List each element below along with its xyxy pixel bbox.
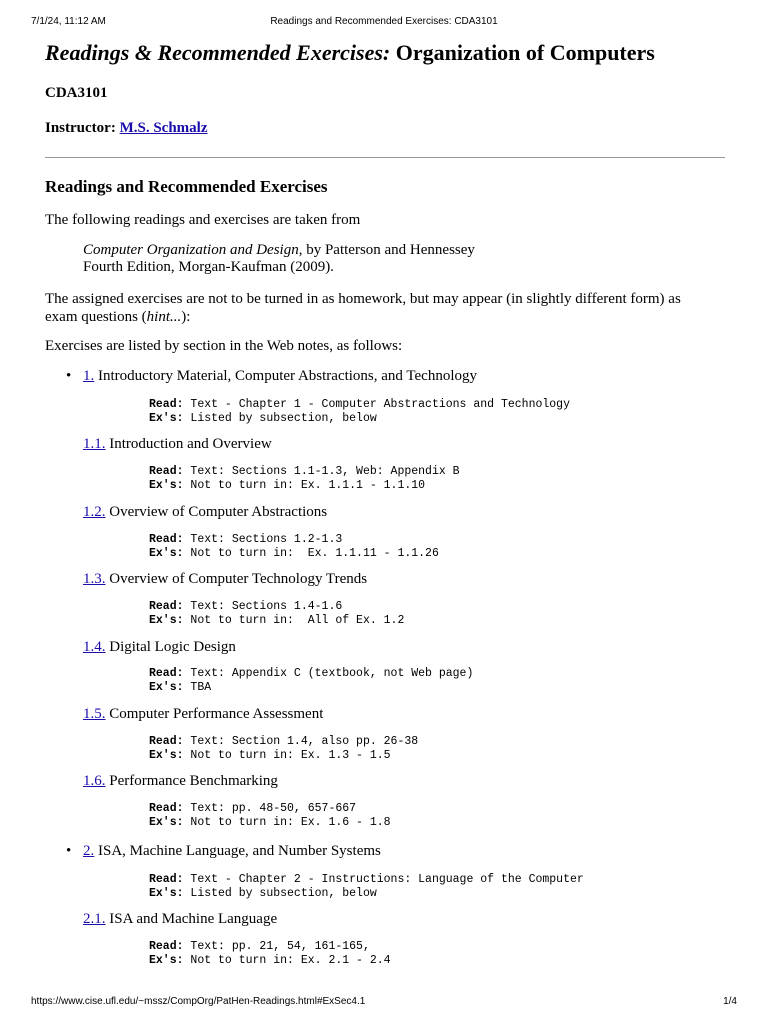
section-title: ISA and Machine Language: [109, 911, 278, 927]
section-title: Introductory Material, Computer Abstractions, and Technology: [98, 368, 478, 384]
print-url: https://www.cise.ufl.edu/~mssz/CompOrg/PatHen-Readings.html#ExSec4.1: [31, 996, 366, 1007]
section-title: Digital Logic Design: [109, 639, 236, 655]
read-label: Read:: [149, 465, 184, 478]
section-details-1-1: [149, 465, 460, 493]
read-text: Text - Chapter 1 - Computer Abstractions and Technology: [183, 398, 570, 411]
section-link-1[interactable]: 1.: [83, 368, 95, 384]
ex-label: Ex's:: [149, 412, 184, 425]
instructor-label: Instructor:: [45, 120, 116, 136]
read-label: Read:: [149, 600, 184, 613]
section-details-1-6: [149, 802, 391, 830]
section-link-1-1[interactable]: 1.1.: [83, 436, 106, 452]
print-page-counter: 1/4: [723, 996, 737, 1007]
read-text: Text: Section 1.4, also pp. 26-38: [183, 735, 419, 748]
ex-label: Ex's:: [149, 681, 184, 694]
read-label: Read:: [149, 398, 184, 411]
bullet-icon: •: [66, 368, 72, 384]
section-link-1-3[interactable]: 1.3.: [83, 571, 106, 587]
read-label: Read:: [149, 735, 184, 748]
assigned-line-2-post: ):: [181, 309, 191, 325]
section-heading: Readings and Recommended Exercises: [45, 177, 328, 196]
listed-paragraph: Exercises are listed by section in the Web notes, as follows:: [45, 338, 403, 354]
section-link-1-2[interactable]: 1.2.: [83, 504, 106, 520]
section-details-1-5: [149, 735, 418, 763]
section-details-1: [149, 398, 570, 426]
ex-text: Not to turn in: Ex. 2.1 - 2.4: [183, 954, 391, 967]
section-item-2-1: [83, 911, 277, 928]
ex-text: Listed by subsection, below: [183, 887, 377, 900]
section-item-1: [83, 368, 477, 385]
read-text: Text: Sections 1.1-1.3, Web: Appendix B: [183, 465, 460, 478]
read-label: Read:: [149, 802, 184, 815]
read-text: Text: Sections 1.4-1.6: [183, 600, 343, 613]
read-label: Read:: [149, 873, 184, 886]
print-datetime: 7/1/24, 11:12 AM: [31, 16, 106, 27]
section-title: Overview of Computer Technology Trends: [109, 571, 368, 587]
section-link-2[interactable]: 2.: [83, 843, 95, 859]
ex-text: Not to turn in: Ex. 1.1.11 - 1.1.26: [183, 547, 439, 560]
ex-text: Not to turn in: Ex. 1.6 - 1.8: [183, 816, 391, 829]
read-text: Text: Sections 1.2-1.3: [183, 533, 343, 546]
ex-text: Not to turn in: Ex. 1.3 - 1.5: [183, 749, 391, 762]
section-title: Introduction and Overview: [109, 436, 272, 452]
section-title: ISA, Machine Language, and Number Systems: [98, 843, 381, 859]
print-footer: [0, 996, 768, 1010]
intro-paragraph: The following readings and exercises are taken from: [45, 212, 361, 228]
read-label: Read:: [149, 940, 184, 953]
read-label: Read:: [149, 667, 184, 680]
instructor-line: [45, 120, 208, 137]
section-details-2-1: [149, 940, 391, 968]
read-text: Text: Appendix C (textbook, not Web page): [183, 667, 474, 680]
section-item-1-5: [83, 706, 323, 723]
book-edition: Fourth Edition, Morgan-Kaufman (2009).: [83, 259, 334, 275]
course-code: CDA3101: [45, 85, 108, 101]
ex-label: Ex's:: [149, 547, 184, 560]
ex-text: TBA: [183, 681, 212, 694]
section-link-1-6[interactable]: 1.6.: [83, 773, 106, 789]
section-link-2-1[interactable]: 2.1.: [83, 911, 106, 927]
section-item-2: [83, 843, 381, 860]
section-item-1-1: [83, 436, 272, 453]
ex-text: Listed by subsection, below: [183, 412, 377, 425]
assigned-paragraph: [45, 290, 735, 326]
print-header: [0, 16, 768, 30]
section-link-1-4[interactable]: 1.4.: [83, 639, 106, 655]
book-authors: , by Patterson and Hennessey: [298, 242, 475, 258]
bullet-icon: •: [66, 843, 72, 859]
page-title: [45, 39, 655, 67]
ex-label: Ex's:: [149, 816, 184, 829]
section-item-1-2: [83, 504, 327, 521]
read-label: Read:: [149, 533, 184, 546]
section-item-1-6: [83, 773, 278, 790]
ex-label: Ex's:: [149, 614, 184, 627]
instructor-link[interactable]: M.S. Schmalz: [119, 120, 208, 136]
read-text: Text: pp. 21, 54, 161-165,: [183, 940, 370, 953]
section-item-1-3: [83, 571, 367, 588]
section-title: Overview of Computer Abstractions: [109, 504, 328, 520]
section-details-1-4: [149, 667, 473, 695]
book-title: Computer Organization and Design: [83, 242, 299, 258]
print-page-title: Readings and Recommended Exercises: CDA3101: [270, 16, 498, 27]
ex-label: Ex's:: [149, 749, 184, 762]
section-title: Computer Performance Assessment: [109, 706, 324, 722]
section-title: Performance Benchmarking: [109, 773, 278, 789]
assigned-line-2-pre: exam questions (: [45, 309, 147, 325]
page-title-italic: Readings & Recommended Exercises:: [45, 40, 391, 65]
book-reference: [83, 242, 475, 276]
ex-text: Not to turn in: Ex. 1.1.1 - 1.1.10: [183, 479, 426, 492]
section-link-1-5[interactable]: 1.5.: [83, 706, 106, 722]
read-text: Text - Chapter 2 - Instructions: Language of the Computer: [183, 873, 584, 886]
section-details-1-2: [149, 533, 439, 561]
assigned-hint: hint...: [146, 309, 182, 325]
section-details-1-3: [149, 600, 404, 628]
horizontal-rule: [45, 157, 725, 158]
ex-text: Not to turn in: All of Ex. 1.2: [183, 614, 405, 627]
section-details-2: [149, 873, 584, 901]
ex-label: Ex's:: [149, 887, 184, 900]
assigned-line-1: The assigned exercises are not to be turned in as homework, but may appear (in slightly different form) as: [45, 291, 681, 307]
page-title-rest: Organization of Computers: [395, 40, 655, 65]
read-text: Text: pp. 48-50, 657-667: [183, 802, 357, 815]
section-item-1-4: [83, 639, 236, 656]
ex-label: Ex's:: [149, 479, 184, 492]
ex-label: Ex's:: [149, 954, 184, 967]
